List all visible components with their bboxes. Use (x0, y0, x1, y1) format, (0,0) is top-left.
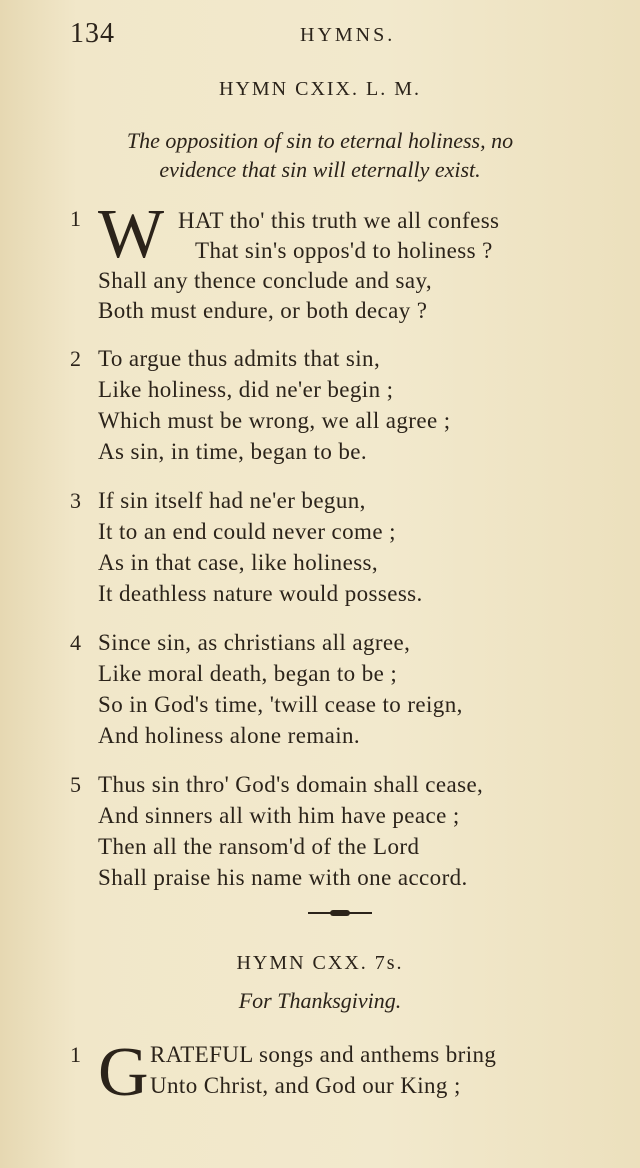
verse-line: Since sin, as christians all agree, (98, 630, 411, 655)
divider-boss (330, 910, 350, 916)
verse-line: RATEFUL songs and anthems bring (150, 1042, 497, 1067)
verse-line: It to an end could never come ; (98, 519, 396, 544)
verse-line: That sin's oppos'd to holiness ? (195, 238, 493, 263)
stanza-number: 1 (70, 206, 81, 231)
verse-line: Shall any thence conclude and say, (98, 268, 432, 293)
verse-line: Which must be wrong, we all agree ; (98, 408, 451, 433)
stanza-number: 3 (70, 488, 81, 513)
running-head (70, 18, 620, 54)
verse-line: To argue thus admits that sin, (98, 346, 381, 371)
verse-line: As sin, in time, began to be. (98, 439, 368, 464)
stanza-number: 4 (70, 630, 81, 655)
verse-line: As in that case, like holiness, (98, 550, 379, 575)
hymn-subtitle-line: evidence that sin will eternally exist. (159, 157, 481, 182)
drop-cap: W (98, 196, 165, 273)
verse-line: Shall praise his name with one accord. (98, 865, 468, 890)
verse-line: Like holiness, did ne'er begin ; (98, 377, 394, 402)
verse-line: Thus sin thro' God's domain shall cease, (98, 772, 484, 797)
drop-cap: G (98, 1034, 149, 1111)
hymn-heading: HYMN CXX. 7s. (236, 952, 404, 974)
stanza-number: 1 (70, 1042, 81, 1067)
hymn-subtitle-line: For Thanksgiving. (238, 988, 402, 1013)
running-title: HYMNS. (300, 24, 396, 46)
verse-line: And holiness alone remain. (98, 723, 361, 748)
verse-line: So in God's time, 'twill cease to reign, (98, 692, 463, 717)
verse-line: Unto Christ, and God our King ; (150, 1073, 461, 1098)
hymn-heading: HYMN CXIX. L. M. (219, 78, 421, 100)
verse-line: And sinners all with him have peace ; (98, 803, 460, 828)
verse-line: It deathless nature would possess. (98, 581, 423, 606)
page-number: 134 (70, 18, 115, 49)
hymn-subtitle-line: The opposition of sin to eternal holiness, no (126, 128, 514, 153)
verse-line: Then all the ransom'd of the Lord (98, 834, 420, 859)
section-divider-ornament (308, 909, 372, 917)
verse-line: If sin itself had ne'er begun, (98, 488, 366, 513)
verse-line: Like moral death, began to be ; (98, 661, 398, 686)
stanza-number: 5 (70, 772, 81, 797)
verse-line: Both must endure, or both decay ? (98, 298, 428, 323)
verse-line: HAT tho' this truth we all confess (178, 208, 500, 233)
stanza-number: 2 (70, 346, 81, 371)
